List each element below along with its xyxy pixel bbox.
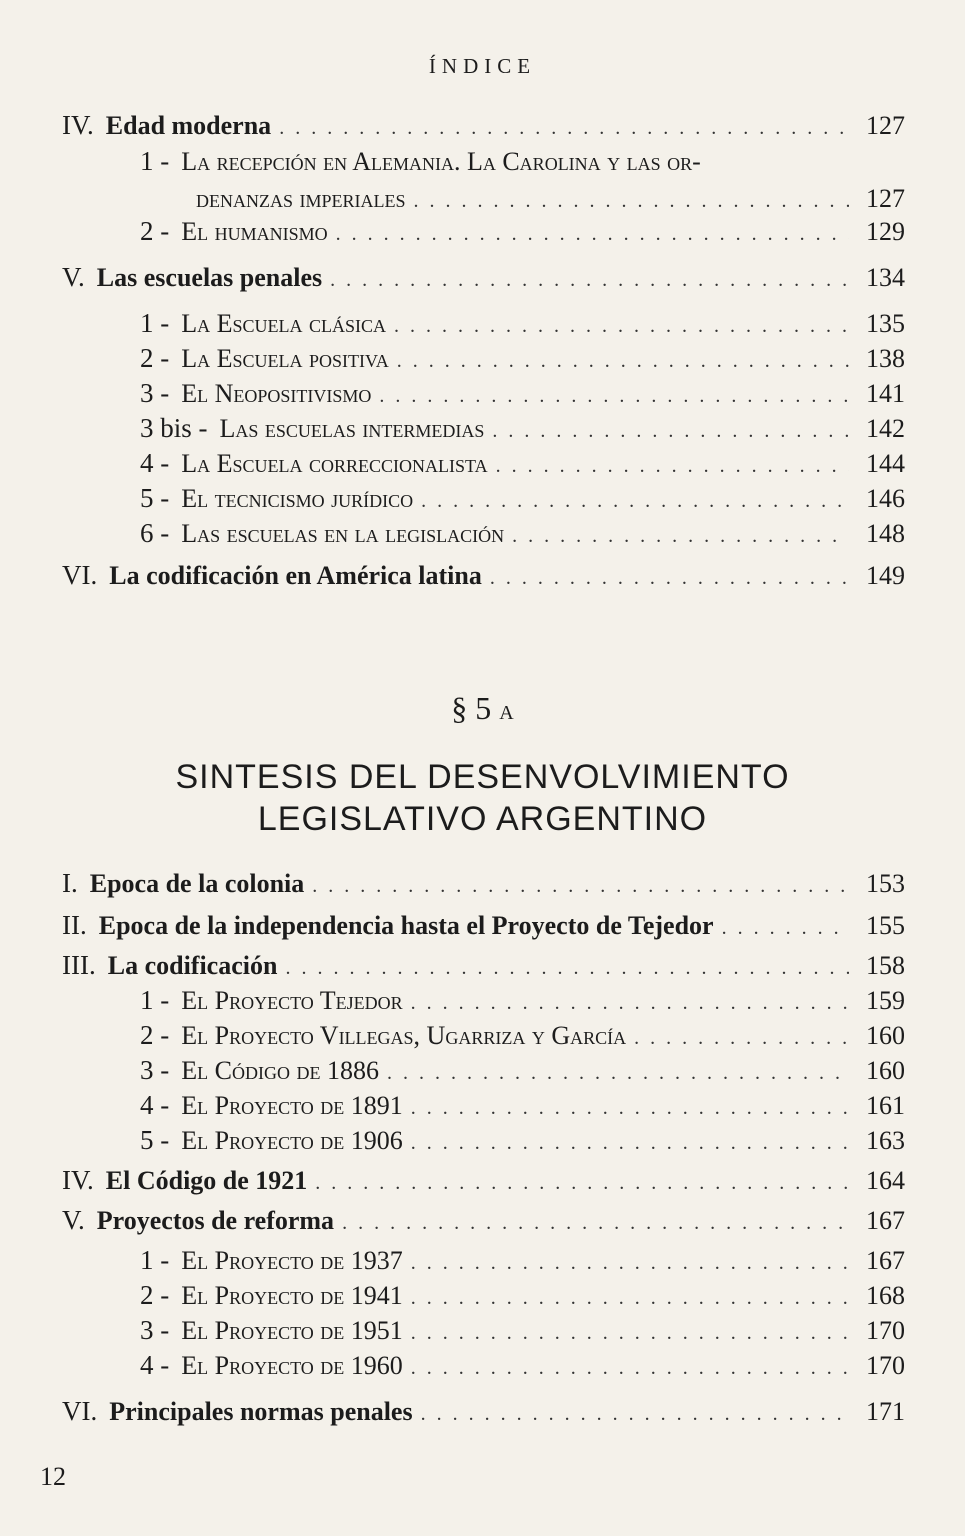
leader-dots — [512, 525, 849, 548]
leader-dots — [342, 1212, 849, 1235]
toc-entry-title: Las escuelas intermedias — [219, 414, 485, 443]
toc-entry-number: 3 bis - — [140, 413, 208, 443]
leader-dots — [421, 490, 849, 513]
toc-entry-number: 5 - — [140, 1125, 170, 1155]
toc-entry[interactable] — [140, 146, 905, 180]
toc-entry-title: El Proyecto de 1906 — [181, 1126, 403, 1155]
toc-entry[interactable] — [140, 1020, 905, 1054]
leader-dots — [279, 117, 849, 140]
toc-entry[interactable] — [140, 308, 905, 342]
toc-entry[interactable] — [140, 518, 905, 552]
toc-entry-number: 1 - — [140, 985, 170, 1015]
toc-entry-title: La codificación — [107, 951, 278, 980]
toc-entry-page: 141 — [866, 379, 905, 408]
toc-entry-page: 155 — [866, 911, 905, 940]
toc-entry-title: La Escuela clásica — [181, 309, 387, 338]
toc-entry-number: 4 - — [140, 448, 170, 478]
toc-entry-page: 158 — [866, 951, 905, 980]
toc-entry-title: El Proyecto de 1941 — [181, 1281, 403, 1310]
toc-entry-title: La codificación en América latina — [109, 561, 482, 590]
toc-entry[interactable] — [62, 1205, 905, 1239]
leader-dots — [496, 455, 849, 478]
toc-entry-number: 1 - — [140, 146, 170, 176]
toc-entry[interactable] — [140, 985, 905, 1019]
toc-entry-number: 1 - — [140, 308, 170, 338]
section-number: § 5 — [451, 690, 492, 726]
toc-entry-number: I. — [62, 868, 78, 898]
toc-entry-page: 127 — [866, 184, 905, 213]
toc-entry-page: 160 — [866, 1021, 905, 1050]
toc-entry-number: 4 - — [140, 1350, 170, 1380]
toc-entry-number: III. — [62, 950, 96, 980]
toc-entry[interactable] — [140, 378, 905, 412]
toc-entry-page: 146 — [866, 484, 905, 513]
toc-entry[interactable] — [140, 448, 905, 482]
toc-entry-title: El Proyecto Tejedor — [181, 986, 403, 1015]
toc-entry-number: 1 - — [140, 1245, 170, 1275]
toc-entry-title: El Proyecto de 1960 — [181, 1351, 403, 1380]
toc-entry-number: V. — [62, 262, 85, 292]
leader-dots — [285, 957, 849, 980]
toc-entry-number: 2 - — [140, 1280, 170, 1310]
leader-dots — [492, 420, 849, 443]
leader-dots — [387, 1062, 849, 1085]
leader-dots — [336, 223, 849, 246]
leader-dots — [411, 1097, 849, 1120]
toc-entry-number: 3 - — [140, 1055, 170, 1085]
toc-entry-page: 138 — [866, 344, 905, 373]
toc-entry-title: Epoca de la independencia hasta el Proyecto de Tejedor — [98, 911, 714, 940]
toc-entry[interactable] — [140, 1090, 905, 1124]
leader-dots — [411, 1322, 849, 1345]
toc-entry[interactable] — [140, 1280, 905, 1314]
toc-entry-number: 6 - — [140, 518, 170, 548]
leader-dots — [411, 1357, 849, 1380]
toc-entry-page: 168 — [866, 1281, 905, 1310]
toc-entry[interactable] — [140, 413, 905, 447]
leader-dots — [411, 1252, 849, 1275]
toc-entry-page: 144 — [866, 449, 905, 478]
toc-entry[interactable] — [140, 343, 905, 377]
toc-entry-page: 127 — [866, 111, 905, 140]
toc-entry[interactable] — [62, 868, 905, 902]
toc-entry[interactable] — [140, 1350, 905, 1384]
toc-entry-title: La recepción en Alemania. La Carolina y las or- — [181, 147, 701, 176]
toc-entry-title: Principales normas penales — [109, 1397, 413, 1426]
toc-entry-number: 2 - — [140, 1020, 170, 1050]
leader-dots — [394, 315, 849, 338]
leader-dots — [315, 1172, 849, 1195]
toc-entry-title: El Código de 1921 — [105, 1166, 308, 1195]
toc-entry-title: La Escuela positiva — [181, 344, 389, 373]
toc-entry-title: La Escuela correccionalista — [181, 449, 488, 478]
leader-dots — [411, 1132, 849, 1155]
toc-entry-title: Las escuelas penales — [96, 263, 323, 292]
leader-dots — [634, 1027, 849, 1050]
toc-entry-page: 170 — [866, 1316, 905, 1345]
toc-entry[interactable] — [140, 1315, 905, 1349]
toc-entry[interactable] — [140, 1245, 905, 1279]
leader-dots — [722, 917, 849, 940]
toc-entry[interactable] — [62, 560, 905, 594]
toc-entry-number: VI. — [62, 560, 98, 590]
toc-entry-page: 135 — [866, 309, 905, 338]
toc-entry-number: 3 - — [140, 1315, 170, 1345]
toc-entry-page: 134 — [866, 263, 905, 292]
toc-entry-title: El Proyecto de 1951 — [181, 1316, 403, 1345]
toc-entry-page: 153 — [866, 869, 905, 898]
toc-entry-page: 164 — [866, 1166, 905, 1195]
leader-dots — [421, 1403, 849, 1426]
toc-entry-page: 148 — [866, 519, 905, 548]
leader-dots — [414, 190, 849, 213]
toc-entry-page: 167 — [866, 1246, 905, 1275]
toc-entry[interactable] — [140, 483, 905, 517]
section-title-line-2: LEGISLATIVO ARGENTINO — [257, 800, 708, 838]
toc-entry-page: 170 — [866, 1351, 905, 1380]
toc-entry-number: VI. — [62, 1396, 98, 1426]
toc-entry[interactable] — [62, 910, 905, 944]
toc-entry-title: El Código de 1886 — [181, 1056, 379, 1085]
toc-entry-title: Proyectos de reforma — [96, 1206, 335, 1235]
toc-entry-continuation[interactable] — [196, 184, 905, 218]
toc-entry-number: IV. — [62, 110, 94, 140]
toc-entry-page: 171 — [866, 1397, 905, 1426]
toc-entry[interactable] — [62, 950, 905, 984]
leader-dots — [312, 875, 849, 898]
toc-entry-title: El humanismo — [181, 217, 328, 246]
leader-dots — [411, 992, 849, 1015]
toc-entry-title: Epoca de la colonia — [89, 869, 305, 898]
section-mark — [0, 690, 965, 727]
toc-entry-page: 129 — [866, 217, 905, 246]
toc-entry-number: II. — [62, 910, 87, 940]
running-head: ÍNDICE — [428, 54, 537, 78]
toc-entry-page: 167 — [866, 1206, 905, 1235]
toc-entry[interactable] — [62, 262, 905, 296]
toc-entry-title: El Neopositivismo — [181, 379, 372, 408]
leader-dots — [397, 350, 849, 373]
leader-dots — [490, 567, 849, 590]
toc-entry-number: 4 - — [140, 1090, 170, 1120]
toc-entry-number: 2 - — [140, 343, 170, 373]
leader-dots — [330, 269, 849, 292]
toc-entry[interactable] — [140, 1055, 905, 1089]
toc-entry-title: El Proyecto Villegas, Ugarriza y García — [181, 1021, 627, 1050]
toc-entry[interactable] — [62, 1396, 905, 1430]
leader-dots — [379, 385, 849, 408]
toc-entry-page: 149 — [866, 561, 905, 590]
toc-entry-number: IV. — [62, 1165, 94, 1195]
toc-entry-title: Edad moderna — [105, 111, 272, 140]
toc-entry-title: El Proyecto de 1937 — [181, 1246, 403, 1275]
toc-entry-page: 160 — [866, 1056, 905, 1085]
toc-entry-page: 159 — [866, 986, 905, 1015]
leader-dots — [411, 1287, 849, 1310]
toc-entry-title: El Proyecto de 1891 — [181, 1091, 403, 1120]
toc-entry-page: 142 — [866, 414, 905, 443]
toc-entry-page: 161 — [866, 1091, 905, 1120]
toc-entry-number: 3 - — [140, 378, 170, 408]
section-title-line-1: SINTESIS DEL DESENVOLVIMIENTO — [175, 758, 790, 796]
toc-entry-title: El tecnicismo jurídico — [181, 484, 414, 513]
toc-entry-page: 163 — [866, 1126, 905, 1155]
page-folio: 12 — [40, 1462, 66, 1491]
toc-entry[interactable] — [140, 216, 905, 250]
toc-entry-number: 2 - — [140, 216, 170, 246]
toc-entry-number: V. — [62, 1205, 85, 1235]
toc-entry-title-continued: denanzas imperiales — [196, 184, 406, 213]
toc-entry-number: 5 - — [140, 483, 170, 513]
section-suffix: A — [499, 702, 514, 724]
toc-entry[interactable] — [140, 1125, 905, 1159]
toc-entry-title: Las escuelas en la legislación — [181, 519, 505, 548]
toc-entry[interactable] — [62, 110, 905, 144]
toc-entry[interactable] — [62, 1165, 905, 1199]
